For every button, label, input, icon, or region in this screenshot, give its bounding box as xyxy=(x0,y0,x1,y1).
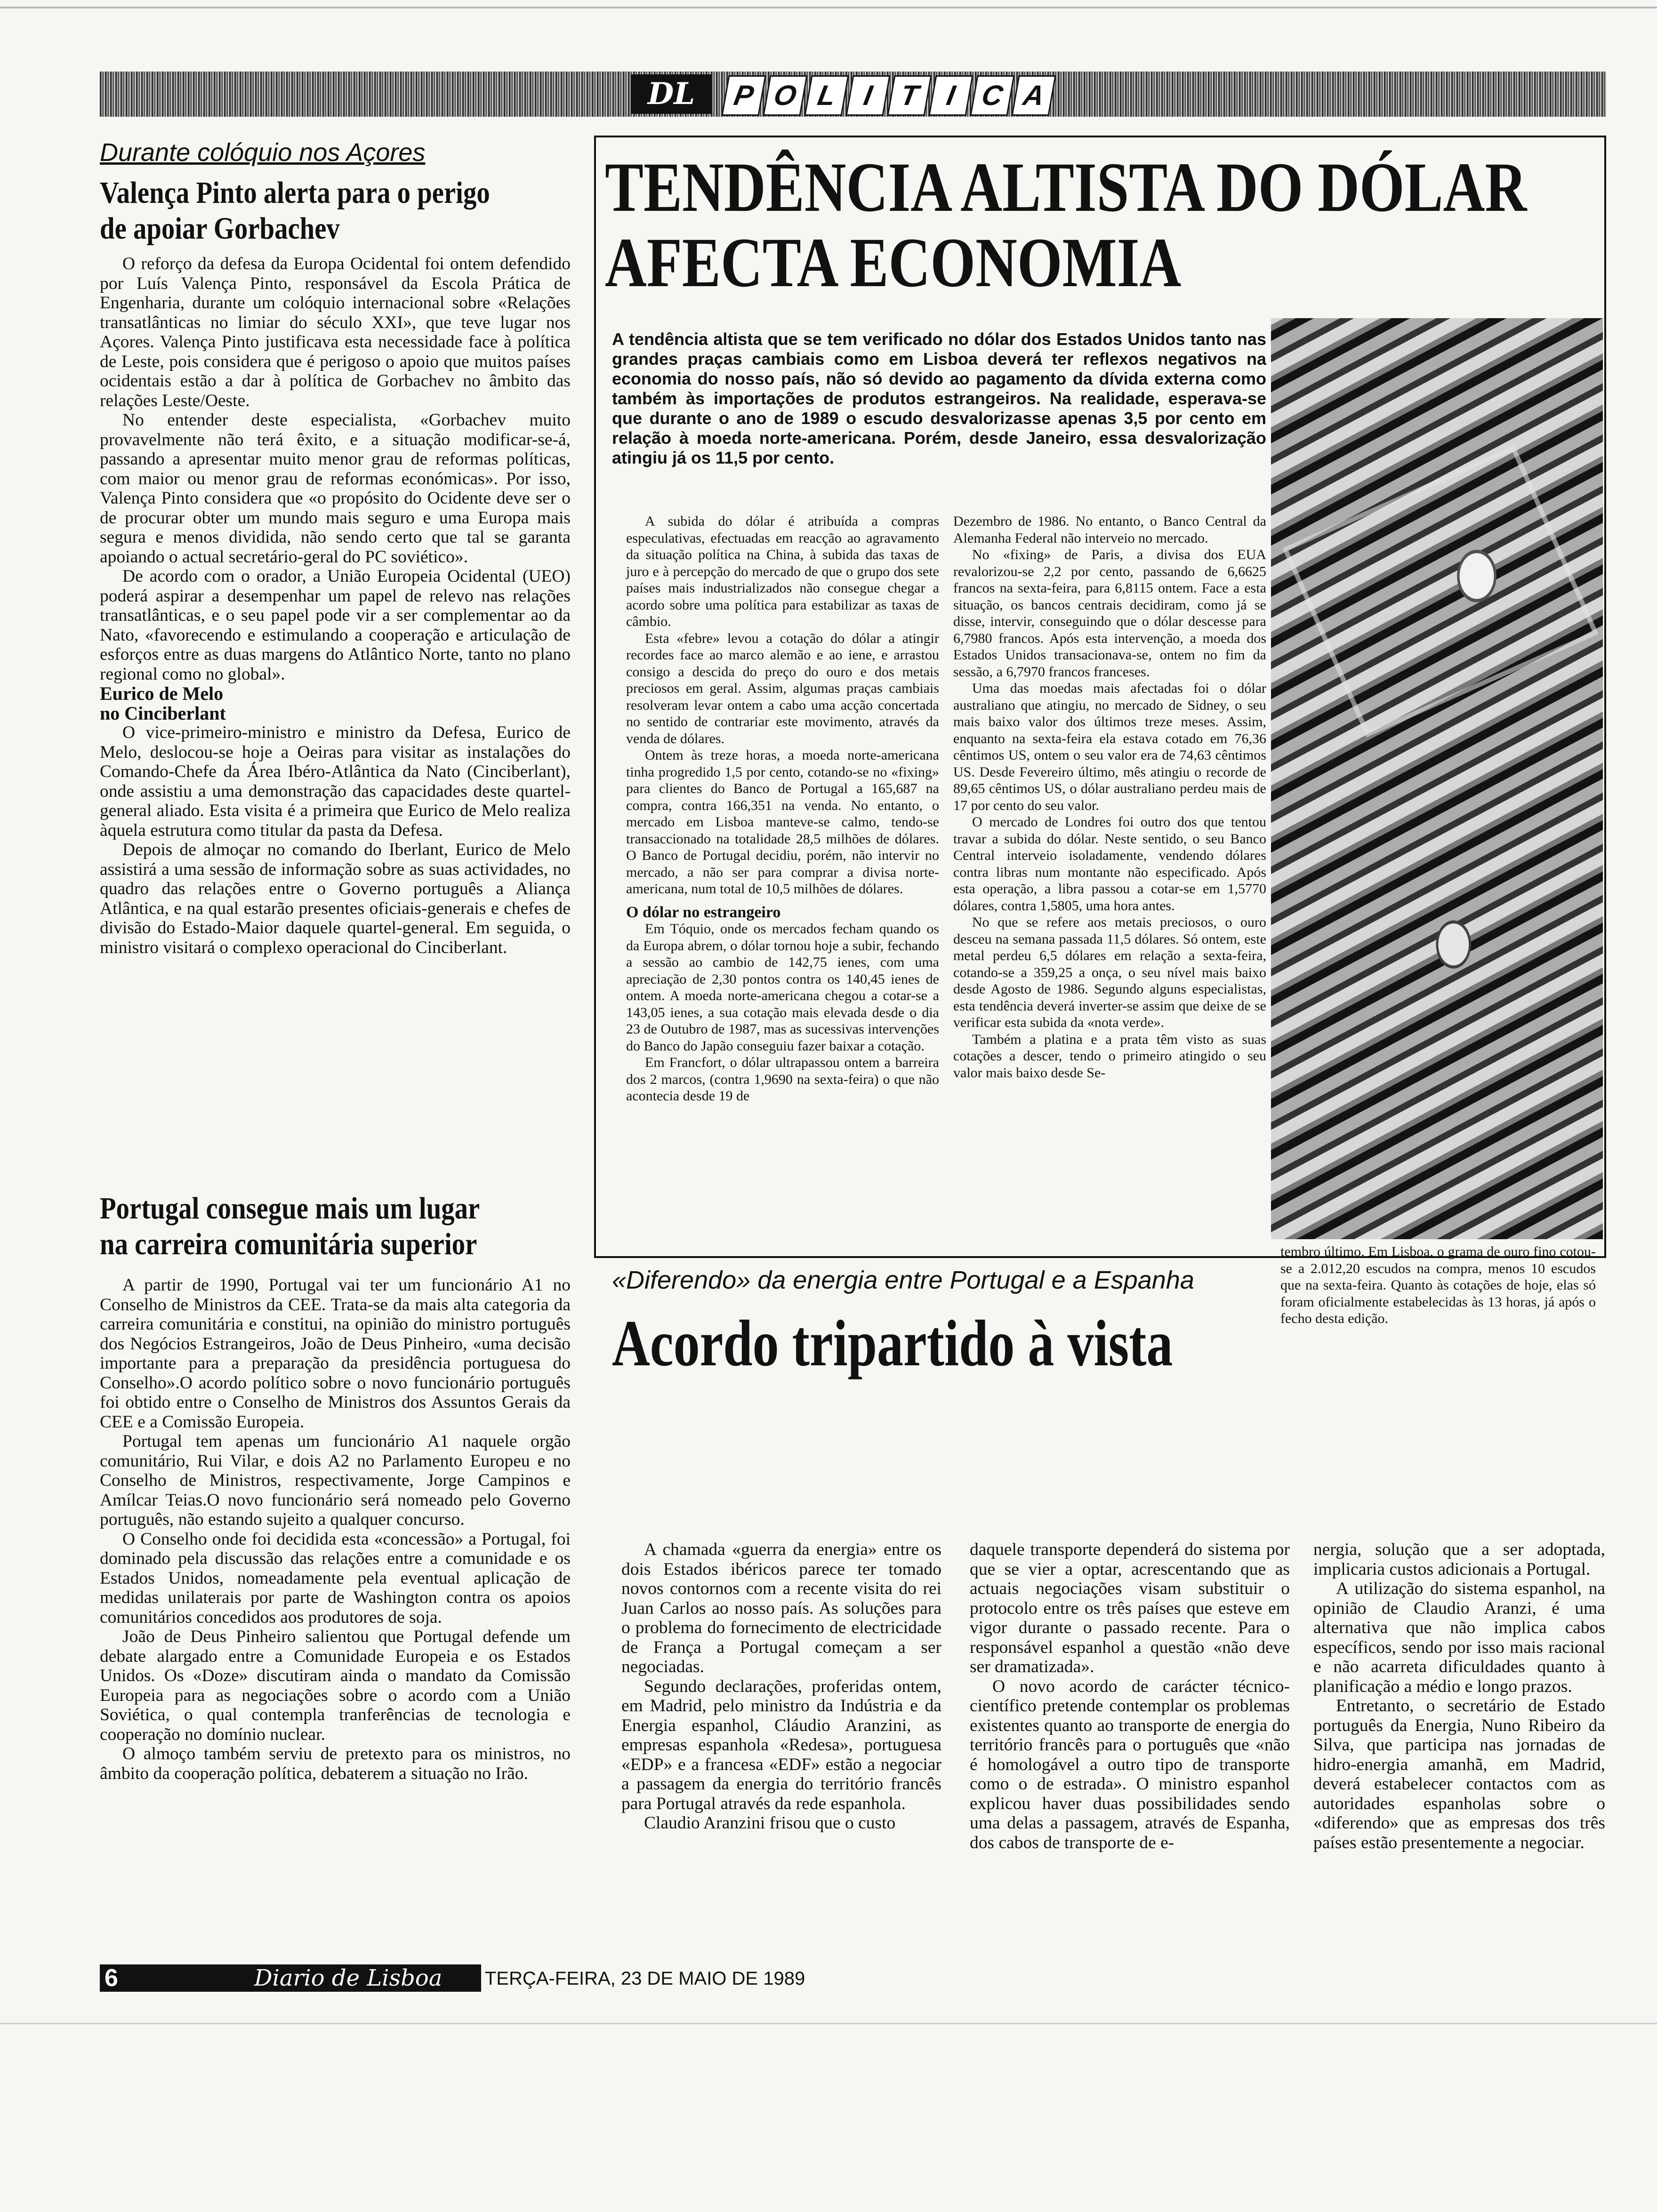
article2-paragraph: A partir de 1990, Portugal vai ter um funcionário A1 no Conselho de Ministros da CEE. Trata-se da mais alta categoria da carreira comunitária e constitui, na opinião do ministro português dos Negócios Estrangeiros, João de Deus Pinheiro, «uma decisão importante para a preparação da presidência portuguesa do Conselho».O acordo político sobre o novo funcionário português foi obtido entre o Conselho de Ministros dos Assuntos Gerais da CEE e a Comissão Europeia. xyxy=(100,1275,571,1432)
article3-paragraph: Em Tóquio, onde os mercados fecham quando os da Europa abrem, o dólar tornou hoje a subir, fechando a sessão ao cambio de 142,75 ienes, com uma apreciação de 2,30 pontos contra os 140,45 ienes de ontem. A moeda norte-americana chegou a cotar-se a 143,05 ienes, a sua cotação mais elevada desde o dia 23 de Outubro de 1987, mas as sucessivas intervenções do Banco do Japão conseguiu fazer baixar a cotação. xyxy=(626,921,939,1054)
article4-column1 xyxy=(621,1540,941,1833)
article3-column1 xyxy=(626,513,939,1105)
page-number: 6 xyxy=(105,1964,118,1992)
article1-paragraph: O vice-primeiro-ministro e ministro da Defesa, Eurico de Melo, deslocou-se hoje a Oeiras para visitar as instalações do Comando-Chefe da Área Ibéro-Atlântica da Nato (Cinciberlant), onde assistiu a uma demonstração das capacidades deste quartel-general aliado. Esta visita é a primeira que Eurico de Melo realiza àquela estrutura como titular da pasta da Defesa. xyxy=(100,723,571,840)
article4-paragraph: O novo acordo de carácter técnico-científico pretende contemplar os problemas existentes quanto ao transporte de energia do território francês para o português que «não é homologável a outro tipo de transporte como o de estrada». O ministro espanhol explicou haver duas possibilidades sendo uma delas a passagem, através de Espanha, dos cabos de transporte de e- xyxy=(970,1676,1290,1852)
newspaper-name: Diario de Lisboa xyxy=(254,1965,442,1991)
dollar-bills-photo xyxy=(1271,318,1603,1239)
section-letter: L xyxy=(804,75,849,116)
article4-paragraph: A utilização do sistema espanhol, na opinião de Claudio Aranzi, é uma alternativa que não implica cabos específicos, sendo por isso mais racional e não acarreta dificuldades quanto à planificação a médio e longo prazos. xyxy=(1313,1579,1605,1696)
article3-paragraph: Uma das moedas mais afectadas foi o dólar australiano que atingiu, no mercado de Sidney, o seu mais baixo valor dos últimos treze meses. Assim, enquanto na sexta-feira ela estava cotado em 76,36 cêntimos US, ontem o seu valor era de 74,63 cêntimos US. Desde Fevereiro último, mês atingiu o recorde de 89,65 cêntimos US, o dólar australiano perdeu mais de 17 por cento do seu valor. xyxy=(953,681,1266,813)
issue-date: TERÇA-FEIRA, 23 DE MAIO DE 1989 xyxy=(485,1968,805,1989)
article4-paragraph: A chamada «guerra da energia» entre os dois Estados ibéricos parece ter tomado novos contornos com a recente visita do rei Juan Carlos ao nosso país. As soluções para o problema do fornecimento de electricidade de França a Portugal começam a ser negociadas. xyxy=(621,1540,941,1676)
article3-headline-line2: AFECTA ECONOMIA xyxy=(605,224,1182,302)
article1-body xyxy=(100,254,571,957)
article1-subhead-line1: Eurico de Melo xyxy=(100,683,224,704)
article4-column3 xyxy=(1313,1540,1605,1852)
article2-paragraph: O almoço também serviu de pretexto para os ministros, no âmbito da cooperação política, debaterem a situação no Irão. xyxy=(100,1744,571,1783)
article1-headline-line2: de apoiar Gorbachev xyxy=(100,211,340,246)
newspaper-logo: DL xyxy=(631,74,712,114)
article2-headline-line1: Portugal consegue mais um lugar xyxy=(100,1191,480,1226)
article1-paragraph: Depois de almoçar no comando do Iberlant, Eurico de Melo assistirá a uma sessão de informação sobre as suas actividades, no quadro das relações entre o Governo português a Aliança Atlântica, e na qual estarão presentes oficiais-generais e chefes de divisão do Estado-Maior daquele quartel-general. Em seguida, o ministro visitará o complexo operacional do Cinciberlant. xyxy=(100,840,571,957)
article2-headline xyxy=(100,1191,545,1262)
bottom-scan-rule xyxy=(0,2023,1657,2024)
section-letter: I xyxy=(928,75,973,116)
article4-column2 xyxy=(970,1540,1290,1852)
section-letter: O xyxy=(763,75,807,116)
article2-paragraph: O Conselho onde foi decidida esta «concessão» a Portugal, foi dominado pela discussão das relações entre a comunidade e os Estados Unidos, nomeadamente pela eventual aplicação de medidas unilaterais por parte de Washington contra os apoios comunitários concedidos aos produtores de soja. xyxy=(100,1529,571,1627)
article3-headline xyxy=(605,150,1531,300)
article2-paragraph: Portugal tem apenas um funcionário A1 naquele orgão comunitário, Rui Vilar, e dois A2 no Parlamento Europeu e no Conselho de Ministros, respectivamente, Jorge Campinos e Amílcar Teias.O novo funcionário será nomeado pelo Governo português, não estando sujeito a qualquer concurso. xyxy=(100,1432,571,1529)
article2-headline-line2: na carreira comunitária superior xyxy=(100,1227,477,1261)
article3-paragraph: O mercado de Londres foi outro dos que tentou travar a subida do dólar. Neste sentido, o seu Banco Central interveio isoladamente, vendendo dólares contra libras num montante não especificado. Após esta operação, a libra passou a cotar-se em 1,5770 dólares, contra 1,5805, uma hora antes. xyxy=(953,814,1266,914)
banknote-outline xyxy=(1282,445,1599,737)
article4-paragraph: daquele transporte dependerá do sistema por que se vier a optar, acrescentando que as actuais negociações visam substituir o protocolo entre os três países que esteve em vigor durante o passado recente. Para o responsável espanhol a questão «não deve ser dramatizada». xyxy=(970,1540,1290,1676)
article4-paragraph: nergia, solução que a ser adoptada, implicaria custos adicionais a Portugal. xyxy=(1313,1540,1605,1579)
article1-headline xyxy=(100,175,545,247)
article1-kicker: Durante colóquio nos Açores xyxy=(100,138,426,167)
article2-body xyxy=(100,1275,571,1783)
article4-paragraph: Claudio Aranzini frisou que o custo xyxy=(644,1813,896,1833)
article3-paragraph: Ontem às treze horas, a moeda norte-americana tinha progredido 1,5 por cento, cotando-se no «fixing» para clientes do Banco de Portugal a 165,687 na compra, contra 166,351 na venda. No entanto, o mercado em Lisboa manteve-se calmo, tendo-se transaccionado na totalidade 28,5 milhões de dólares. O Banco de Portugal decidiu, porém, não intervir no mercado, a não ser para comprar a divisa norte-americana, num total de 10,5 milhões de dólares. xyxy=(626,747,939,897)
article1-paragraph: De acordo com o orador, a União Europeia Ocidental (UEO) poderá aspirar a desempenhar um papel de relevo nas relações transatlânticas, e o seu papel pode vir a ser complementar ao da Nato, «favorecendo e estimulando a cooperação e articulação de esforços entre as duas margens do Atlântico Norte, tanto no plano regional como no global». xyxy=(100,567,571,684)
article3-lead: A tendência altista que se tem verificado no dólar dos Estados Unidos tanto nas grandes praças cambiais como em Lisboa deverá ter reflexos negativos na economia do nosso país, não só devido ao pagamento da dívida externa como também às importações de produtos estrangeiros. Na realidade, esperava-se que durante o ano de 1989 o escudo desvalorizasse apenas 3,5 por cento em relação à moeda norte-americana. Porém, desde Janeiro, essa desvalorização atingiu já os 11,5 por cento. xyxy=(612,329,1266,467)
section-letter: C xyxy=(970,75,1014,116)
article3-subhead: O dólar no estrangeiro xyxy=(626,903,781,921)
section-letter: P xyxy=(721,75,766,116)
article1-paragraph: O reforço da defesa da Europa Ocidental foi ontem defendido por Luís Valença Pinto, responsável da Escola Prática de Engenharia, durante um colóquio internacional sobre «Relações transatlânticas no limiar do século XXI», que teve lugar nos Açores. Valença Pinto justificava esta necessidade face à política de Leste, pois considera que é perigoso o apoio que muitos países ocidentais estão a dar à política de Gorbachev no âmbito das relações Leste/Oeste. xyxy=(100,254,571,410)
article3-paragraph: Também a platina e a prata têm visto as suas cotações a descer, tendo o primeiro atingido o seu valor mais baixo desde Se- xyxy=(953,1031,1266,1081)
section-letter: I xyxy=(845,75,890,116)
article1-headline-line1: Valença Pinto alerta para o perigo xyxy=(100,176,490,210)
article3-paragraph: No que se refere aos metais preciosos, o ouro desceu na semana passada 11,5 dólares. Só ontem, este metal perdeu 6,5 dólares em relação a sexta-feira, cotando-se a 359,25 a onça, o seu nível mais baixo desde Agosto de 1986. Segundo alguns especialistas, esta tendência deverá inverter-se assim que deixe de se verificar esta subida da «nota verde». xyxy=(953,914,1266,1030)
article4-headline: Acordo tripartido à vista xyxy=(612,1307,1173,1380)
article3-paragraph: Dezembro de 1986. No entanto, o Banco Central da Alemanha Federal não interveio no mercado. xyxy=(953,513,1266,546)
top-scan-rule xyxy=(0,7,1657,8)
article1-paragraph: No entender deste especialista, «Gorbachev muito provavelmente não terá êxito, e a situação modificar-se-á, passando a apresentar muito menor grau de reformas políticas, com maior ou menor grau de reformas económicas». Por isso, Valença Pinto considera que «o propósito do Ocidente deve ser o de procurar obter um mundo mais seguro e uma Europa mais segura e menos dividida, não sendo certo que tal se garanta apoiando o actual secretário-geral do PC soviético». xyxy=(100,410,571,567)
article4-kicker: «Diferendo» da energia entre Portugal e a Espanha xyxy=(612,1266,1194,1294)
article2-paragraph: João de Deus Pinheiro salientou que Portugal defende um debate alargado entre a Comunidade Europeia e os Estados Unidos. Os «Doze» discutiram ainda o mandato da Comissão Europeia para as negociações sobre o acordo com a União Soviética, o qual contempla tranferências de tecnologia e cooperação no domínio nuclear. xyxy=(100,1627,571,1744)
section-title-politica xyxy=(725,75,1056,113)
article3-paragraph: tembro último. Em Lisboa, o grama de ouro fino cotou-se a 2.012,20 escudos na compra, menos 10 escudos que na sexta-feira. Quanto às cotações de hoje, elas só foram oficialmente estabelecidas às 13 horas, já após o fecho desta edição. xyxy=(1280,1244,1596,1326)
article3-headline-line1: TENDÊNCIA ALTISTA DO DÓLAR xyxy=(605,148,1527,226)
article3-column2 xyxy=(953,513,1266,1081)
section-letter: T xyxy=(887,75,932,116)
article3-paragraph: Esta «febre» levou a cotação do dólar a atingir recordes face ao marco alemão e ao iene, e arrastou consigo a descida do preço do ouro e dos metais preciosos em geral. Assim, algumas praças cambiais resolveram levar ontem a cabo uma acção concertada no sentido de contrariar este movimento, através da venda de dólares. xyxy=(626,630,939,746)
article1-subhead-line2: no Cinciberlant xyxy=(100,702,226,724)
article4-paragraph: Entretanto, o secretário de Estado português da Energia, Nuno Ribeiro da Silva, que participa nas jornadas de hidro-energia amanhã, em Madrid, deverá estabelecer contactos com as autoridades espanholas sobre o «diferendo» que as empresas dos três países estão presentemente a negociar. xyxy=(1313,1696,1605,1852)
article3-paragraph: A subida do dólar é atribuída a compras especulativas, efectuadas em reacção ao agravamento da situação política na China, à subida das taxas de juro e à percepção do mercado de que o grupo dos sete países mais industrializados não consegue chegar a acordo sobre uma política para estabilizar as taxas de câmbio. xyxy=(626,513,939,629)
article3-paragraph: Em Francfort, o dólar ultrapassou ontem a barreira dos 2 marcos, (contra 1,9690 na sexta-feira) o que não acontecia desde 19 de xyxy=(626,1055,939,1104)
article4-paragraph: Segundo declarações, proferidas ontem, em Madrid, pelo ministro da Indústria e da Energia espanhol, Cláudio Aranzini, as empresas espanhola «Redesa», portuguesa «EDP» e a francesa «EDF» estão a negociar a passagem da energia do território francês para Portugal através da rede espanhola. xyxy=(621,1676,941,1813)
article3-paragraph: No «fixing» de Paris, a divisa dos EUA revalorizou-se 2,2 por cento, passando de 6,6625 francos na sexta-feira, para 6,8115 ontem. Face a esta situação, os bancos centrais decidiram, como já se disse, intervir, conseguindo que o dólar descesse para 6,7980 francos. Após esta intervenção, a moeda dos Estados Unidos transacionava-se, ontem no fim da sessão, a 6,7970 francos franceses. xyxy=(953,547,1266,680)
section-letter: A xyxy=(1011,75,1056,116)
